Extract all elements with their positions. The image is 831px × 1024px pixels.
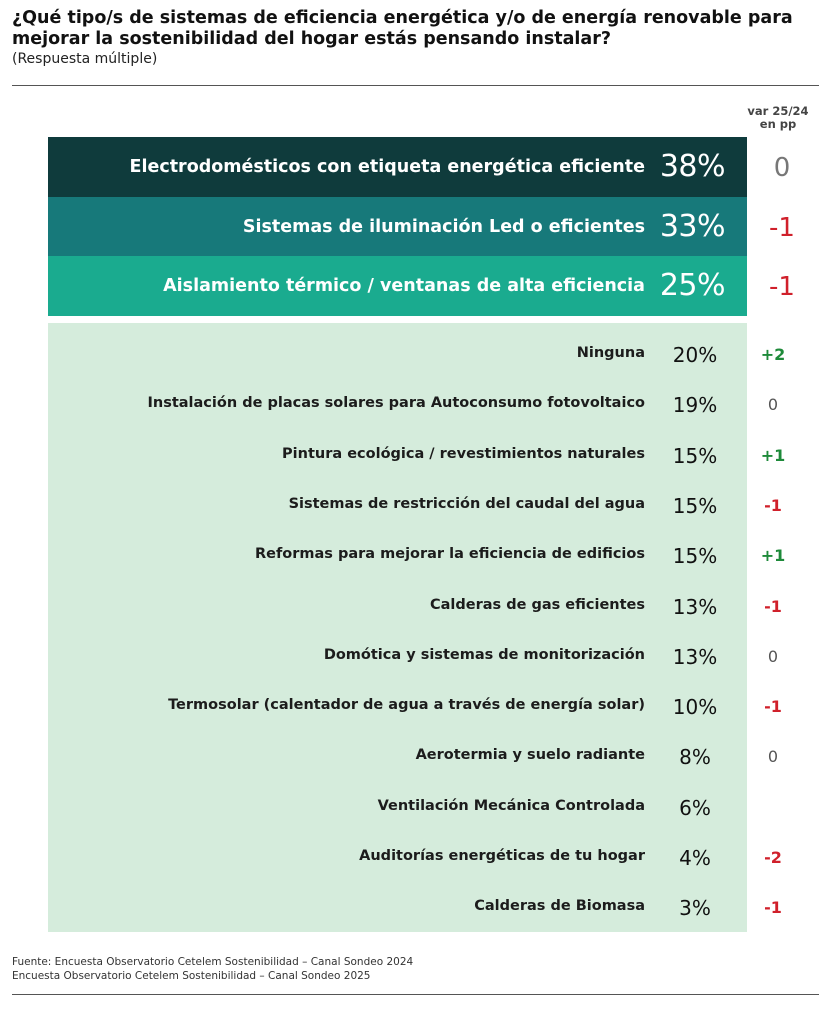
source-line-2: Encuesta Observatorio Cetelem Sostenibilidad – Canal Sondeo 2025 xyxy=(12,970,371,982)
var-header-line1: var 25/24 xyxy=(747,104,809,118)
highlight-row xyxy=(48,137,747,197)
row-variation: -1 xyxy=(764,697,782,716)
row-variation xyxy=(742,795,804,819)
row-percentage: 20% xyxy=(672,343,718,367)
top-divider xyxy=(12,85,819,86)
row-percentage: 6% xyxy=(679,796,711,820)
row-label: Electrodomésticos con etiqueta energética eficiente xyxy=(129,157,645,177)
row-label: Domótica y sistemas de monitorización xyxy=(323,647,645,663)
row-label: Ninguna xyxy=(576,345,645,361)
row-label: Calderas de Biomasa xyxy=(474,898,645,914)
var-column-header xyxy=(742,105,814,131)
row-percentage: 15% xyxy=(672,444,718,468)
row-percentage: 8% xyxy=(679,745,711,769)
row-variation: -1 xyxy=(769,272,795,302)
row-percentage: 3% xyxy=(679,896,711,920)
chart-title: ¿Qué tipo/s de sistemas de eficiencia energética y/o de energía renovable para mejorar la sostenibilidad del hogar estás pensando instalar? xyxy=(12,8,793,49)
row-variation: 0 xyxy=(767,747,779,766)
chart-subtitle: (Respuesta múltiple) xyxy=(12,51,158,67)
row-label: Termosolar (calentador de agua a través de energía solar) xyxy=(168,697,645,713)
row-variation: 0 xyxy=(767,647,779,666)
row-percentage: 10% xyxy=(672,695,718,719)
row-percentage: 13% xyxy=(672,645,718,669)
row-percentage: 4% xyxy=(679,846,711,870)
row-label: Sistemas de restricción del caudal del agua xyxy=(288,496,645,512)
row-variation: -1 xyxy=(769,213,795,243)
source-line-1: Fuente: Encuesta Observatorio Cetelem Sostenibilidad – Canal Sondeo 2024 xyxy=(12,956,414,968)
row-percentage: 33% xyxy=(659,209,725,244)
row-variation: -1 xyxy=(764,898,782,917)
row-variation: +1 xyxy=(760,546,786,565)
row-percentage: 15% xyxy=(672,494,718,518)
row-variation: -2 xyxy=(764,848,782,867)
highlight-row xyxy=(48,256,747,316)
row-label: Aerotermia y suelo radiante xyxy=(415,747,645,763)
row-variation: 0 xyxy=(773,153,791,183)
row-percentage: 38% xyxy=(659,149,725,184)
row-label: Aislamiento térmico / ventanas de alta eficiencia xyxy=(163,276,645,296)
row-variation: -1 xyxy=(764,496,782,515)
row-label: Ventilación Mecánica Controlada xyxy=(377,798,645,814)
row-label: Sistemas de iluminación Led o eficientes xyxy=(242,217,645,237)
bottom-divider xyxy=(12,994,819,995)
row-percentage: 13% xyxy=(672,595,718,619)
row-label: Reformas para mejorar la eficiencia de edificios xyxy=(254,546,645,562)
row-percentage: 15% xyxy=(672,544,718,568)
row-variation: +2 xyxy=(760,345,786,364)
row-percentage: 25% xyxy=(659,268,725,303)
highlight-row xyxy=(48,197,747,257)
row-variation: +1 xyxy=(760,446,786,465)
row-variation: 0 xyxy=(767,395,779,414)
row-label: Auditorías energéticas de tu hogar xyxy=(359,848,645,864)
row-variation: -1 xyxy=(764,597,782,616)
var-header-line2: en pp xyxy=(759,117,797,131)
row-label: Instalación de placas solares para Autoconsumo fotovoltaico xyxy=(147,395,645,411)
row-label: Pintura ecológica / revestimientos naturales xyxy=(282,446,645,462)
row-percentage: 19% xyxy=(672,393,718,417)
row-label: Calderas de gas eficientes xyxy=(429,597,645,613)
